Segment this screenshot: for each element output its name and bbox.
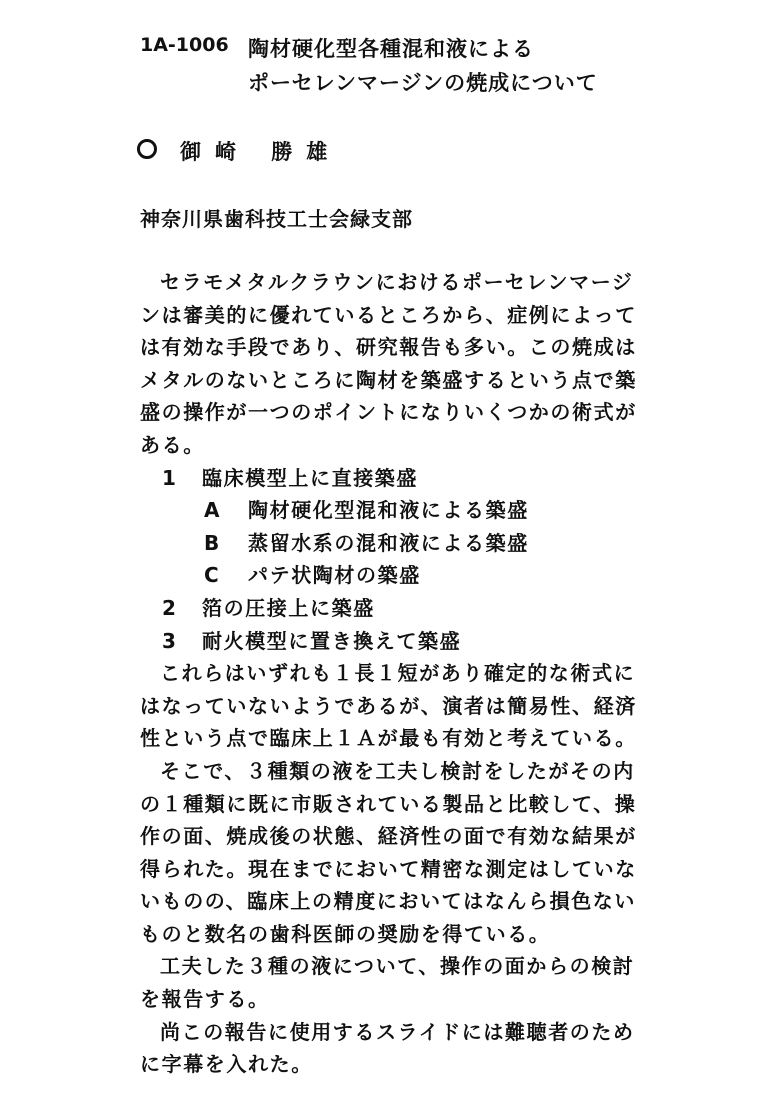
title-line-1: 陶材硬化型各種混和液による — [248, 37, 534, 61]
paragraph-1-line: 盛の操作が一つのポイントになりいくつかの術式が — [140, 400, 637, 425]
paragraph-5-line: に字幕を入れた。 — [140, 1052, 313, 1077]
affiliation: 神奈川県歯科技工士会緑支部 — [140, 207, 413, 231]
list-item — [140, 592, 660, 625]
paragraph-5-line: 尚この報告に使用するスライドには難聴者のため — [160, 1019, 635, 1044]
list-number: 1 — [162, 465, 178, 490]
title-line-2: ポーセレンマージンの焼成について — [248, 71, 598, 95]
paragraph-1-line: セラモメタルクラウンにおけるポーセレンマージ — [160, 270, 634, 294]
abstract-id: 1A-1006 — [140, 34, 229, 56]
paragraph-4-line: を報告する。 — [140, 987, 270, 1012]
list-number: 3 — [162, 628, 178, 653]
paragraph-1-line: メタルのないところに陶材を築盛するという点で築 — [140, 367, 637, 392]
paragraph-3-line: ものと数名の歯科医師の奨励を得ている。 — [140, 921, 551, 946]
presenter-marker-icon — [137, 139, 157, 159]
list-letter: C — [204, 563, 221, 588]
abstract-body — [140, 266, 660, 1081]
list-text: 陶材硬化型混和液による築盛 — [248, 498, 529, 523]
paragraph-2-line: 性という点で臨床上１Ａが最も有効と考えている。 — [140, 726, 637, 751]
list-text: パテ状陶材の築盛 — [248, 563, 421, 588]
paragraph-2-line: これらはいずれも１長１短があり確定的な術式に — [160, 661, 636, 686]
list-text: 蒸留水系の混和液による築盛 — [248, 530, 529, 555]
list-item — [140, 559, 660, 592]
list-text: 耐火模型に置き換えて築盛 — [202, 628, 462, 653]
paragraph-1-line: は有効な手段であり、研究報告も多い。この焼成は — [140, 335, 637, 360]
list-item — [140, 462, 660, 495]
paragraph-1-line: ンは審美的に優れているところから、症例によって — [140, 302, 637, 327]
list-number: 2 — [162, 595, 178, 620]
list-letter: A — [204, 498, 222, 523]
paragraph-2-line: はなっていないようであるが、演者は簡易性、経済 — [140, 693, 637, 718]
list-item — [140, 494, 660, 527]
paragraph-1-line: ある。 — [140, 432, 205, 457]
list-item — [140, 625, 660, 658]
author-name: 御崎 勝雄 — [180, 140, 342, 164]
paragraph-3-line: いものの、臨床上の精度においてはなんら損色ない — [140, 889, 636, 914]
paragraph-4-line: 工夫した３種の液について、操作の面からの検討 — [160, 954, 635, 979]
list-item — [140, 527, 660, 560]
list-text: 臨床模型上に直接築盛 — [202, 465, 418, 490]
paragraph-3-line: そこで、３種類の液を工夫し検討をしたがその内 — [160, 758, 635, 783]
list-letter: B — [204, 530, 221, 555]
list-text: 箔の圧接上に築盛 — [202, 595, 375, 620]
paragraph-3-line: 作の面、焼成後の状態、経済性の面で有効な結果が — [140, 824, 637, 849]
paragraph-3-line: の１種類に既に市販されている製品と比較して、操 — [140, 791, 637, 816]
paragraph-3-line: 得られた。現在までにおいて精密な測定はしていな — [140, 856, 637, 881]
